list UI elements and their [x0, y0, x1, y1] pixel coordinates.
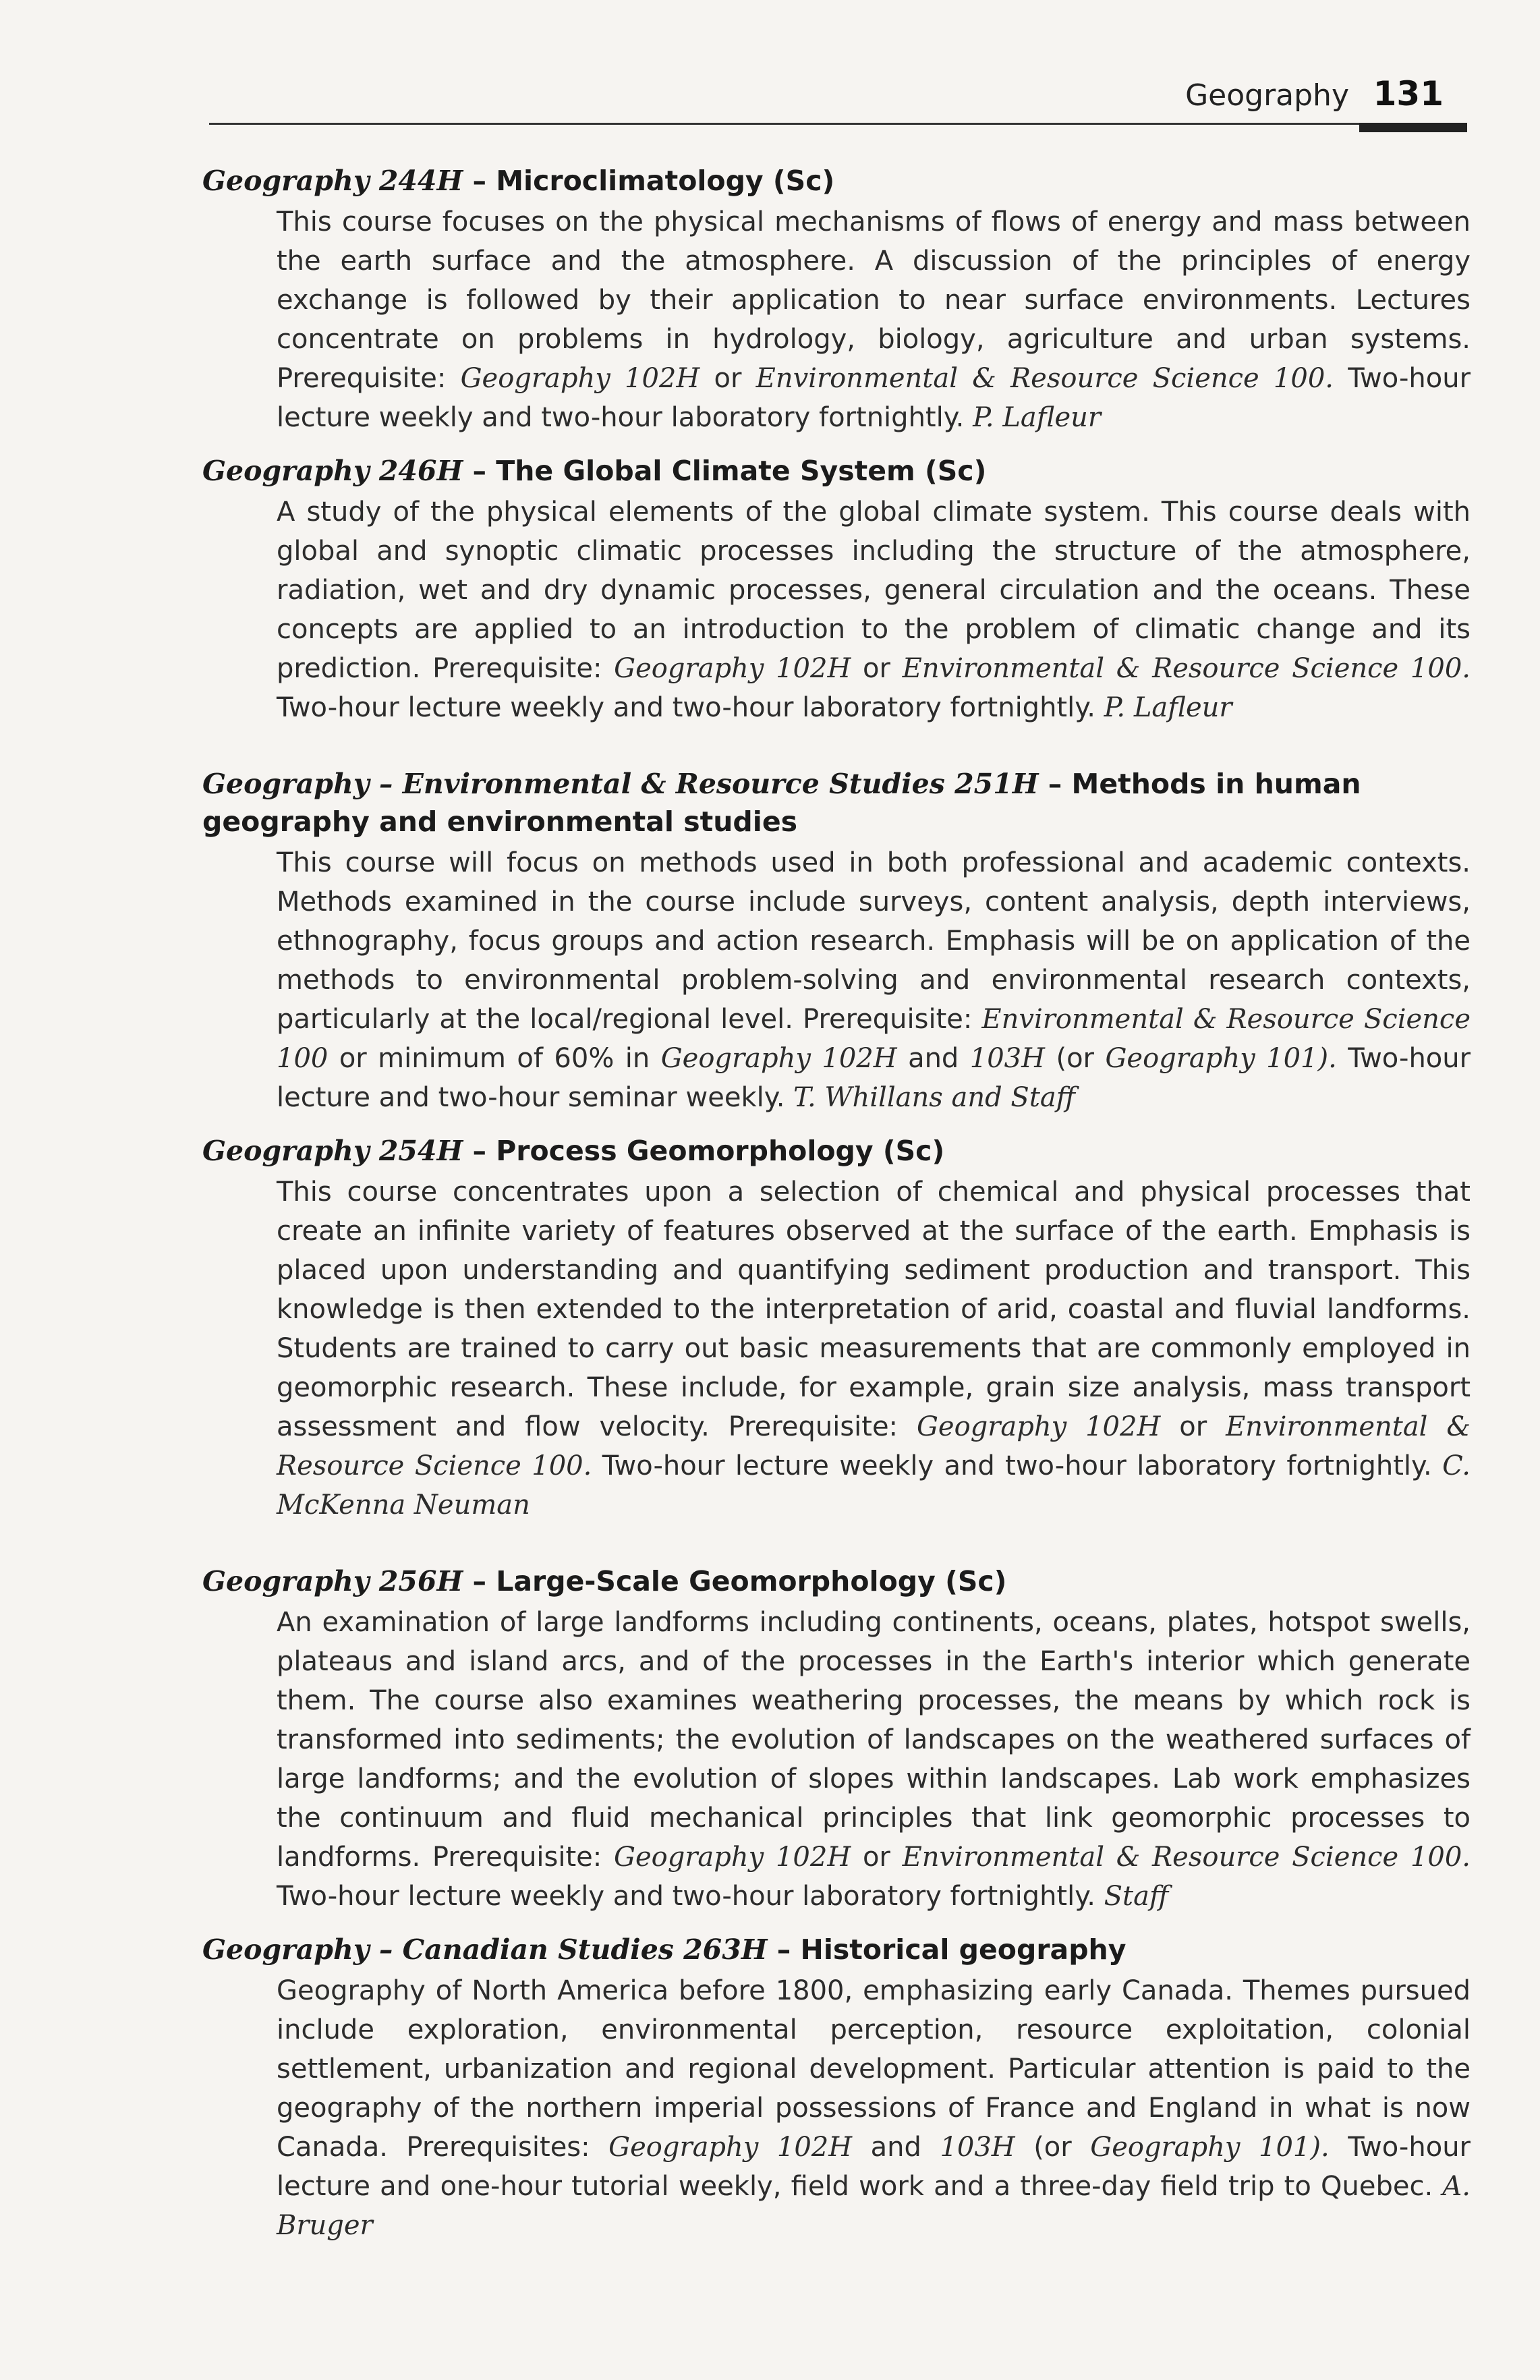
schedule-text: Two-hour lecture weekly and two-hour laboratory fortnightly. — [277, 363, 1471, 433]
spacer — [202, 1539, 1471, 1562]
prerequisite-course: Geography 102H — [460, 363, 700, 394]
schedule-text: Two-hour lecture weekly and two-hour laboratory fortnightly. — [602, 1450, 1432, 1481]
instructor: P. Lafleur — [1104, 692, 1232, 723]
prerequisite-course: Geography 101). — [1105, 1043, 1337, 1074]
running-header — [209, 74, 1471, 135]
prerequisite-course: 103H — [969, 1043, 1046, 1074]
course-heading: Geography 254H – Process Geomorphology (Sc) — [202, 1135, 945, 1167]
conjunction: and — [908, 1043, 959, 1074]
prerequisite-course: Geography 102H — [608, 2132, 853, 2163]
prerequisite-course: Geography 102H — [614, 1842, 851, 1873]
conjunction: and — [870, 2132, 921, 2163]
description-text: This course will focus on methods used in both professional and academic contexts. Methods examined in the course include surveys, content analysis, depth interviews, ethnography, focus groups and action research. Emphasis will be on application of the methods to environmental problem-solving and environmental research contexts, particularly at the local/regional level. Prerequisite: — [277, 847, 1471, 1035]
course-heading: Geography – Environmental & Resource Studies 251H – Methods in human geography and environmental studies — [202, 768, 1361, 838]
course-entry — [202, 1931, 1471, 2245]
header-rule — [209, 123, 1467, 125]
course-description — [202, 202, 1471, 437]
course-heading: Geography 244H – Microclimatology (Sc) — [202, 165, 835, 197]
spacer — [202, 742, 1471, 765]
course-code: Geography 244H — [202, 165, 463, 197]
schedule-text: Two-hour lecture and two-hour seminar weekly. — [277, 1043, 1471, 1113]
course-entry — [202, 1132, 1471, 1525]
course-description — [202, 1971, 1471, 2245]
course-title: Large-Scale Geomorphology (Sc) — [496, 1565, 1007, 1597]
course-title: Historical geography — [800, 1933, 1127, 1966]
course-description — [202, 492, 1471, 727]
course-entry — [202, 162, 1471, 437]
instructor: A. Bruger — [277, 2171, 1471, 2241]
course-code: Geography 256H — [202, 1565, 463, 1597]
course-heading: Geography 246H – The Global Climate System (Sc) — [202, 455, 987, 487]
description-text: A study of the physical elements of the global climate system. This course deals with global and synoptic climatic processes including the structure of the atmosphere, radiation, wet and dry dynamic processes, general circulation and the oceans. These concepts are applied to an introduction to the problem of climatic change and its prediction. Prerequisite: — [277, 497, 1471, 684]
conjunction: or — [1179, 1411, 1207, 1442]
prerequisite-course: Geography 102H — [614, 653, 851, 684]
schedule-text: Two-hour lecture weekly and two-hour laboratory fortnightly. — [277, 692, 1095, 723]
course-heading: Geography 256H – Large-Scale Geomorphology (Sc) — [202, 1565, 1007, 1597]
schedule-text: Two-hour lecture and one-hour tutorial weekly, field work and a three-day field trip to Quebec. — [277, 2132, 1471, 2202]
prerequisite-course: Geography 102H — [660, 1043, 897, 1074]
description-text: An examination of large landforms including continents, oceans, plates, hotspot swells, plateaus and island arcs, and of the processes in the Earth's interior which generate them. The course also examines weathering processes, the means by which rock is transformed into sediments; the evolution of landscapes on the weathered surfaces of large landforms; and the evolution of slopes within landscapes. Lab work emphasizes the continuum and fluid mechanical principles that link geomorphic processes to landforms. Prerequisite: — [277, 1607, 1471, 1873]
course-title: The Global Climate System (Sc) — [496, 455, 987, 487]
course-code: Geography – Canadian Studies 263H — [202, 1933, 768, 1966]
prerequisite-course: Geography 102H — [916, 1411, 1161, 1442]
prerequisite-course: Environmental & Resource Science 100. — [902, 1842, 1471, 1873]
running-title: Geography — [1185, 78, 1349, 113]
course-heading: Geography – Canadian Studies 263H – Historical geography — [202, 1933, 1127, 1966]
conjunction: (or — [1056, 1043, 1094, 1074]
course-entry — [202, 452, 1471, 727]
course-description — [202, 1603, 1471, 1916]
course-code: Geography – Environmental & Resource Studies 251H — [202, 768, 1039, 800]
instructor: P. Lafleur — [973, 402, 1102, 433]
course-entry — [202, 1562, 1471, 1916]
instructor: C. McKenna Neuman — [277, 1450, 1471, 1521]
prerequisite-course: Geography 101). — [1090, 2132, 1330, 2163]
course-title: Microclimatology (Sc) — [496, 165, 835, 197]
prerequisite-course: Environmental & Resource Science 100. — [755, 363, 1334, 394]
description-text: Geography of North America before 1800, emphasizing early Canada. Themes pursued include exploration, environmental perception, resource exploitation, colonial settlement, urbanization and regional development. Particular attention is paid to the geography of the northern imperial possessions of France and England in what is now Canada. Prerequisites: — [277, 1975, 1471, 2163]
conjunction: or — [862, 1842, 890, 1873]
course-title: Process Geomorphology (Sc) — [496, 1135, 945, 1167]
description-text: This course concentrates upon a selection of chemical and physical processes that create an infinite variety of features observed at the surface of the earth. Emphasis is placed upon understanding and quantifying sediment production and transport. This knowledge is then extended to the interpretation of arid, coastal and fluvial landforms. Students are trained to carry out basic measurements that are commonly employed in geomorphic research. These include, for example, grain size analysis, mass transport assessment and flow velocity. Prerequisite: — [277, 1177, 1471, 1442]
instructor: T. Whillans and Staff — [793, 1082, 1076, 1113]
course-description — [202, 1172, 1471, 1525]
course-entry — [202, 765, 1471, 1117]
prerequisite-course: Environmental & Resource Science 100. — [277, 1411, 1471, 1481]
course-description — [202, 843, 1471, 1117]
prerequisite-course: Environmental & Resource Science 100 — [277, 1004, 1471, 1074]
description-text: This course focuses on the physical mechanisms of flows of energy and mass between the earth surface and the atmosphere. A discussion of the principles of energy exchange is followed by their application to near surface environments. Lectures concentrate on problems in hydrology, biology, agriculture and urban systems. Prerequisite: — [277, 206, 1471, 394]
prerequisite-course: 103H — [940, 2132, 1015, 2163]
course-code: Geography 246H — [202, 455, 463, 487]
course-list — [202, 162, 1471, 2260]
page-number: 131 — [1373, 74, 1444, 113]
conjunction: (or — [1033, 2132, 1072, 2163]
description-text: or minimum of 60% in — [339, 1043, 650, 1074]
conjunction: or — [863, 653, 890, 684]
course-title: Methods in human geography and environmental studies — [202, 768, 1361, 838]
prerequisite-course: Environmental & Resource Science 100. — [902, 653, 1471, 684]
course-code: Geography 254H — [202, 1135, 463, 1167]
schedule-text: Two-hour lecture weekly and two-hour laboratory fortnightly. — [277, 1881, 1095, 1912]
instructor: Staff — [1104, 1881, 1169, 1912]
header-rule-tab — [1359, 123, 1467, 132]
conjunction: or — [714, 363, 742, 394]
